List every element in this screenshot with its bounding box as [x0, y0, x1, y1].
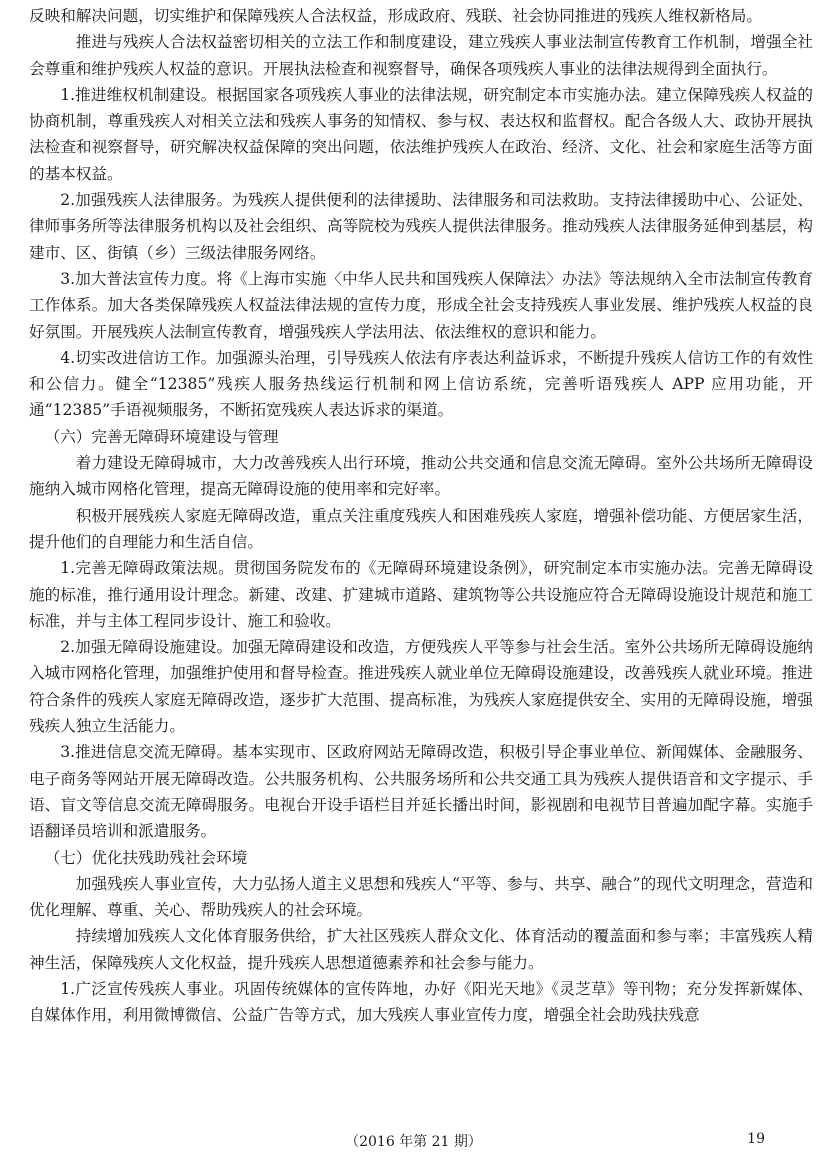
document-body [29, 0, 813, 1029]
paragraph: 持续增加残疾人文化体育服务供给，扩大社区残疾人群众文化、体育活动的覆盖面和参与率；丰富残疾人精神生活，保障残疾人文化权益，提升残疾人思想道德素养和社会参与能力。 [29, 927, 813, 972]
paragraph: 1.推进维权机制建设。根据国家各项残疾人事业的法律法规，研究制定本市实施办法。建立保障残疾人权益的协商机制，尊重残疾人对相关立法和残疾人事务的知情权、参与权、表达权和监督权。配合各级人大、政协开展执法检查和视察督导，研究解决权益保障的突出问题，依法维护残疾人在政治、经济、文化、社会和家庭生活等方面的基本权益。 [29, 85, 813, 183]
section-heading: （七）优化扶残助残社会环境 [44, 848, 248, 867]
paragraph: 1.完善无障碍政策法规。贯彻国务院发布的《无障碍环境建设条例》，研究制定本市实施办法。完善无障碍设施的标准，推行通用设计理念。新建、改建、扩建城市道路、建筑物等公共设施应符合无障碍设施设计规范和施工标准，并与主体工程同步设计、施工和验收。 [29, 559, 813, 630]
page-footer [0, 1131, 827, 1157]
paragraph: 反映和解决问题，切实维护和保障残疾人合法权益，形成政府、残联、社会协同推进的残疾人维权新格局。 [29, 7, 762, 25]
paragraph: 3.推进信息交流无障碍。基本实现市、区政府网站无障碍改造，积极引导企事业单位、新闻媒体、金融服务、电子商务等网站开展无障碍改造。公共服务机构、公共服务场所和公共交通工具为残疾人提供语音和文字提示、手语、盲文等信息交流无障碍服务。电视台开设手语栏目并延长播出时间，影视剧和电视节目普遍加配字幕。实施手语翻译员培训和派遣服务。 [29, 743, 813, 841]
paragraph: 2.加强无障碍设施建设。加强无障碍建设和改造，方便残疾人平等参与社会生活。室外公共场所无障碍设施纳入城市网格化管理，加强维护使用和督导检查。推进残疾人就业单位无障碍设施建设，改善残疾人就业环境。推进符合条件的残疾人家庭无障碍改造，逐步扩大范围、提高标准，为残疾人家庭提供安全、实用的无障碍设施，增强残疾人独立生活能力。 [29, 638, 813, 736]
paragraph: 加强残疾人事业宣传，大力弘扬人道主义思想和残疾人“平等、参与、共享、融合”的现代文明理念，营造和优化理解、尊重、关心、帮助残疾人的社会环境。 [29, 874, 813, 920]
paragraph: 着力建设无障碍城市，大力改善残疾人出行环境，推动公共交通和信息交流无障碍。室外公共场所无障碍设施纳入城市网格化管理，提高无障碍设施的使用率和完好率。 [29, 454, 813, 499]
page-number: 19 [747, 1131, 765, 1147]
paragraph: 4.切实改进信访工作。加强源头治理，引导残疾人依法有序表达利益诉求，不断提升残疾人信访工作的有效性和公信力。健全“12385”残疾人服务热线运行机制和网上信访系统，完善听语残疾人 APP 应用功能，开通“12385”手语视频服务，不断拓宽残疾人表达诉求的渠道。 [29, 348, 813, 420]
issue-label: （2016 年第 21 期） [345, 1134, 482, 1150]
paragraph: 2.加强残疾人法律服务。为残疾人提供便利的法律援助、法律服务和司法救助。支持法律援助中心、公证处、律师事务所等法律服务机构以及社会组织、高等院校为残疾人提供法律服务。推动残疾人法律服务延伸到基层，构建市、区、街镇（乡）三级法律服务网络。 [29, 191, 813, 262]
paragraph: 1.广泛宣传残疾人事业。巩固传统媒体的宣传阵地，办好《阳光天地》《灵芝草》等刊物；充分发挥新媒体、自媒体作用，利用微博微信、公益广告等方式，加大残疾人事业宣传力度，增强全社会助残扶残意 [29, 979, 813, 1025]
paragraph: 推进与残疾人合法权益密切相关的立法工作和制度建设，建立残疾人事业法制宣传教育工作机制，增强全社会尊重和维护残疾人权益的意识。开展执法检查和视察督导，确保各项残疾人事业的法律法规得到全面执行。 [29, 33, 813, 78]
section-heading: （六）完善无障碍环境建设与管理 [44, 427, 279, 446]
paragraph: 3.加大普法宣传力度。将《上海市实施〈中华人民共和国残疾人保障法〉办法》等法规纳入全市法制宣传教育工作体系。加大各类保障残疾人权益法律法规的宣传力度，形成全社会支持残疾人事业发展、维护残疾人权益的良好氛围。开展残疾人法制宣传教育，增强残疾人学法用法、依法维权的意识和能力。 [29, 269, 813, 341]
paragraph: 积极开展残疾人家庭无障碍改造，重点关注重度残疾人和困难残疾人家庭，增强补偿功能、方便居家生活，提升他们的自理能力和生活自信。 [29, 506, 813, 551]
